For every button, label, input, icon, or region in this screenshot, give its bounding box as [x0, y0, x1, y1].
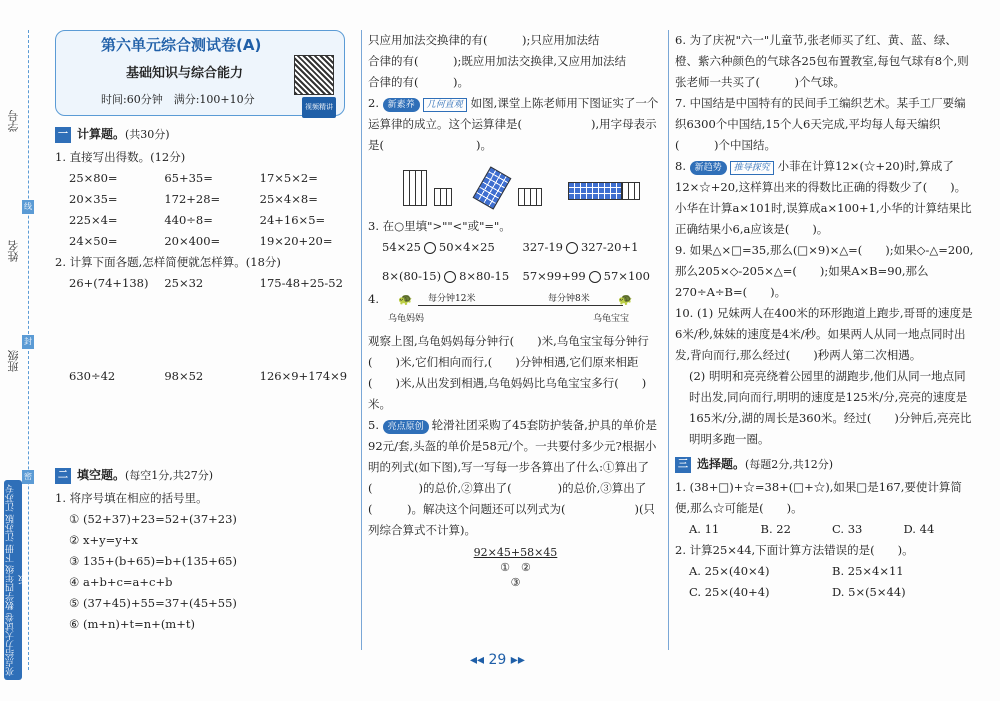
option[interactable]: C. 25×(40+4)	[689, 585, 770, 599]
answer-circle[interactable]	[589, 271, 601, 283]
question-text: (2) 明明和亮亮绕着公园里的湖跑步,他们从同一地点同时出发,同向而行,明明的速度是125米/分,亮亮的速度是165米/分,湖的周长是360米。经过( )分钟后,亮亮比明明多跑一圈。	[689, 369, 972, 446]
question-text: 5. 亮点原创 轮滑社团采购了45套防护装备,护具的单价是92元/套,头盔的单价是58元/个。一共要付多少元?根据小明的列式(如下图),写一写每一步各算出了什么:①算出了( )的总价,②算出了( )的总价,③算出了( )。解决这个问题还可以列式为( )(只列综合算式不计算)。	[368, 418, 657, 537]
calc-row: 24×50= 20×400= 19×20+20=	[69, 234, 333, 248]
student-id-label: 学号	[7, 110, 20, 132]
option[interactable]: A. 25×(40×4)	[689, 564, 770, 578]
list-item: ② x+y=y+x	[69, 533, 138, 547]
turtle-icon: 🐢	[618, 292, 633, 306]
calc-row: 225×4= 440÷8= 24+16×5=	[69, 213, 326, 227]
option[interactable]: C. 33	[832, 522, 863, 536]
tag-badge: 新素养	[383, 98, 420, 112]
section-heading: 二 填空题。 (每空1分,共27分)	[55, 465, 355, 486]
question-text: 9. 如果△×□=35,那么(□×9)×△=( );如果◇-△=200,那么205×◇-205×△=( );如果A×B=90,那么270÷A÷B=( )。	[675, 243, 974, 299]
column-divider	[361, 30, 362, 650]
grid-figure	[473, 166, 512, 209]
list-item: ⑥ (m+n)+t=n+(m+t)	[69, 617, 195, 631]
option[interactable]: B. 25×4×11	[832, 564, 904, 578]
binding-margin	[0, 0, 50, 701]
answer-circle[interactable]	[566, 242, 578, 254]
tag-badge: 新趋势	[690, 161, 727, 175]
question-text: 10. (1) 兄妹两人在400米的环形跑道上跑步,哥哥的速度是6米/秒,妹妹的速度是4米/秒。如果两人从同一地点同时出发,背向而行,那么经过( )秒两人第二次相遇。	[675, 306, 973, 362]
option[interactable]: A. 11	[689, 522, 720, 536]
answer-space[interactable]	[55, 294, 355, 366]
turtle-diagram: 4. 🐢 每分钟12米 每分钟8米 🐢 乌龟妈妈 乌龟宝宝	[368, 289, 663, 327]
question-text: 2. 新素养 几何直观 如图,课堂上陈老师用下图证实了一个运算律的成立。这个运算律是( ),用字母表示是( )。	[368, 96, 659, 152]
question-text: 合律的有( );既应用加法交换律,又应用加法结	[368, 54, 627, 68]
option[interactable]: B. 22	[760, 522, 791, 536]
list-item: ⑤ (37+45)+55=37+(45+55)	[69, 596, 237, 610]
option[interactable]: D. 44	[903, 522, 935, 536]
compare-row: 54×25 50×4×25 327-19 327-20+1	[382, 240, 639, 254]
qr-label: 视频精讲	[302, 97, 336, 118]
question-text: 8. 新趋势 推导探究 小菲在计算12×(☆+20)时,算成了12×☆+20,这样算出来的得数比正确的得数少了( )。小华在计算a×101时,误算成a×100+1,小华的计算结果比正确结果小6,a应该是( )。	[675, 159, 972, 236]
fold-label: 线	[22, 200, 34, 214]
option-row	[675, 519, 975, 540]
tag-badge: 推导探究	[730, 161, 774, 175]
answer-circle[interactable]	[444, 271, 456, 283]
page-number: ◂◂ 29 ▸▸	[470, 652, 525, 668]
question-text: 1. 直接写出得数。(12分)	[55, 150, 186, 164]
list-item: ① (52+37)+23=52+(37+23)	[69, 512, 237, 526]
page-title: 第六单元综合测试卷(A)	[101, 36, 262, 54]
answer-space[interactable]	[55, 387, 355, 461]
fold-label: 密	[22, 470, 34, 484]
cut-line	[28, 30, 29, 670]
question-text: 只应用加法交换律的有( );只应用加法结	[368, 33, 600, 47]
grid-figure	[518, 188, 542, 206]
formula: 92×45+58×45 ① ② ③	[473, 546, 558, 589]
calc-row: 20×35= 172+28= 25×4×8=	[69, 192, 318, 206]
question-text: 1. 将序号填在相应的括号里。	[55, 491, 208, 505]
question-text: 7. 中国结是中国特有的民间手工编织艺术。某手工厂要编织6300个中国结,15个人6天完成,平均每人每天编织( )个中国结。	[675, 96, 966, 152]
grid-figure	[434, 188, 452, 206]
option-row	[675, 582, 975, 603]
column-right	[675, 30, 975, 603]
column-left	[55, 30, 355, 635]
grid-figure	[403, 170, 427, 206]
list-item: ④ a+b+c=a+c+b	[69, 575, 173, 589]
next-arrow-icon: ▸▸	[510, 652, 525, 668]
calc-row: 25×80= 65+35= 17×5×2=	[69, 171, 318, 185]
list-item: ③ 135+(b+65)=b+(135+65)	[69, 554, 237, 568]
question-text: 合律的有( )。	[368, 75, 469, 89]
section-heading: 三 选择题。 (每题2分,共12分)	[675, 454, 975, 475]
fold-label: 封	[22, 335, 34, 349]
column-divider	[668, 30, 669, 650]
question-text: 1. (38+□)+☆=38+(□+☆),如果□是167,要使计算简便,那么☆可能是( )。	[675, 480, 962, 515]
tag-badge: 几何直观	[423, 98, 467, 112]
test-meta: 时间:60分钟 满分:100+10分	[101, 93, 255, 106]
name-label: 姓名	[7, 240, 20, 262]
qr-code-icon[interactable]	[294, 55, 334, 95]
rectangle-diagram	[368, 160, 663, 212]
tag-badge: 亮点原创	[383, 420, 429, 434]
column-middle	[368, 30, 663, 590]
test-header	[55, 30, 345, 116]
answer-circle[interactable]	[424, 242, 436, 254]
prev-arrow-icon: ◂◂	[470, 652, 485, 668]
grid-figure	[568, 182, 622, 200]
class-label: 班级	[7, 350, 20, 372]
question-text: 2. 计算25×44,下面计算方法错误的是( )。	[675, 543, 914, 557]
calc-row: 630÷42 98×52 126×9+174×9	[69, 369, 348, 383]
distance-line	[418, 305, 623, 306]
question-text: 2. 计算下面各题,怎样简便就怎样算。(18分)	[55, 255, 281, 269]
option-row	[675, 561, 975, 582]
question-text: 观察上图,乌龟妈妈每分钟行( )米,乌龟宝宝每分钟行( )米,它们相向而行,( )分钟相遇,它们原来相距( )米,从出发到相遇,乌龟妈妈比乌龟宝宝多行( )米。	[368, 334, 649, 411]
option[interactable]: D. 5×(5×44)	[832, 585, 906, 599]
section-heading: 一 计算题。 (共30分)	[55, 124, 355, 145]
compare-row: 8×(80-15) 8×80-15 57×99+99 57×100	[382, 269, 650, 283]
page-subtitle: 基础知识与综合能力	[126, 66, 244, 81]
question-text: 3. 在○里填">""<"或"="。	[368, 219, 511, 233]
question-text: 6. 为了庆祝"六一"儿童节,张老师买了红、黄、蓝、绿、橙、紫六种颜色的气球各25包布置教室,每包气球有8个,则张老师一共买了( )个气球。	[675, 33, 969, 89]
turtle-icon: 🐢	[398, 292, 413, 306]
grid-figure	[622, 182, 640, 200]
series-label: 亮点给力大试卷 数学四年级 下册 江苏版 江苏专版	[4, 480, 22, 680]
calc-row: 26+(74+138) 25×32 175-48+25-52	[69, 276, 343, 290]
